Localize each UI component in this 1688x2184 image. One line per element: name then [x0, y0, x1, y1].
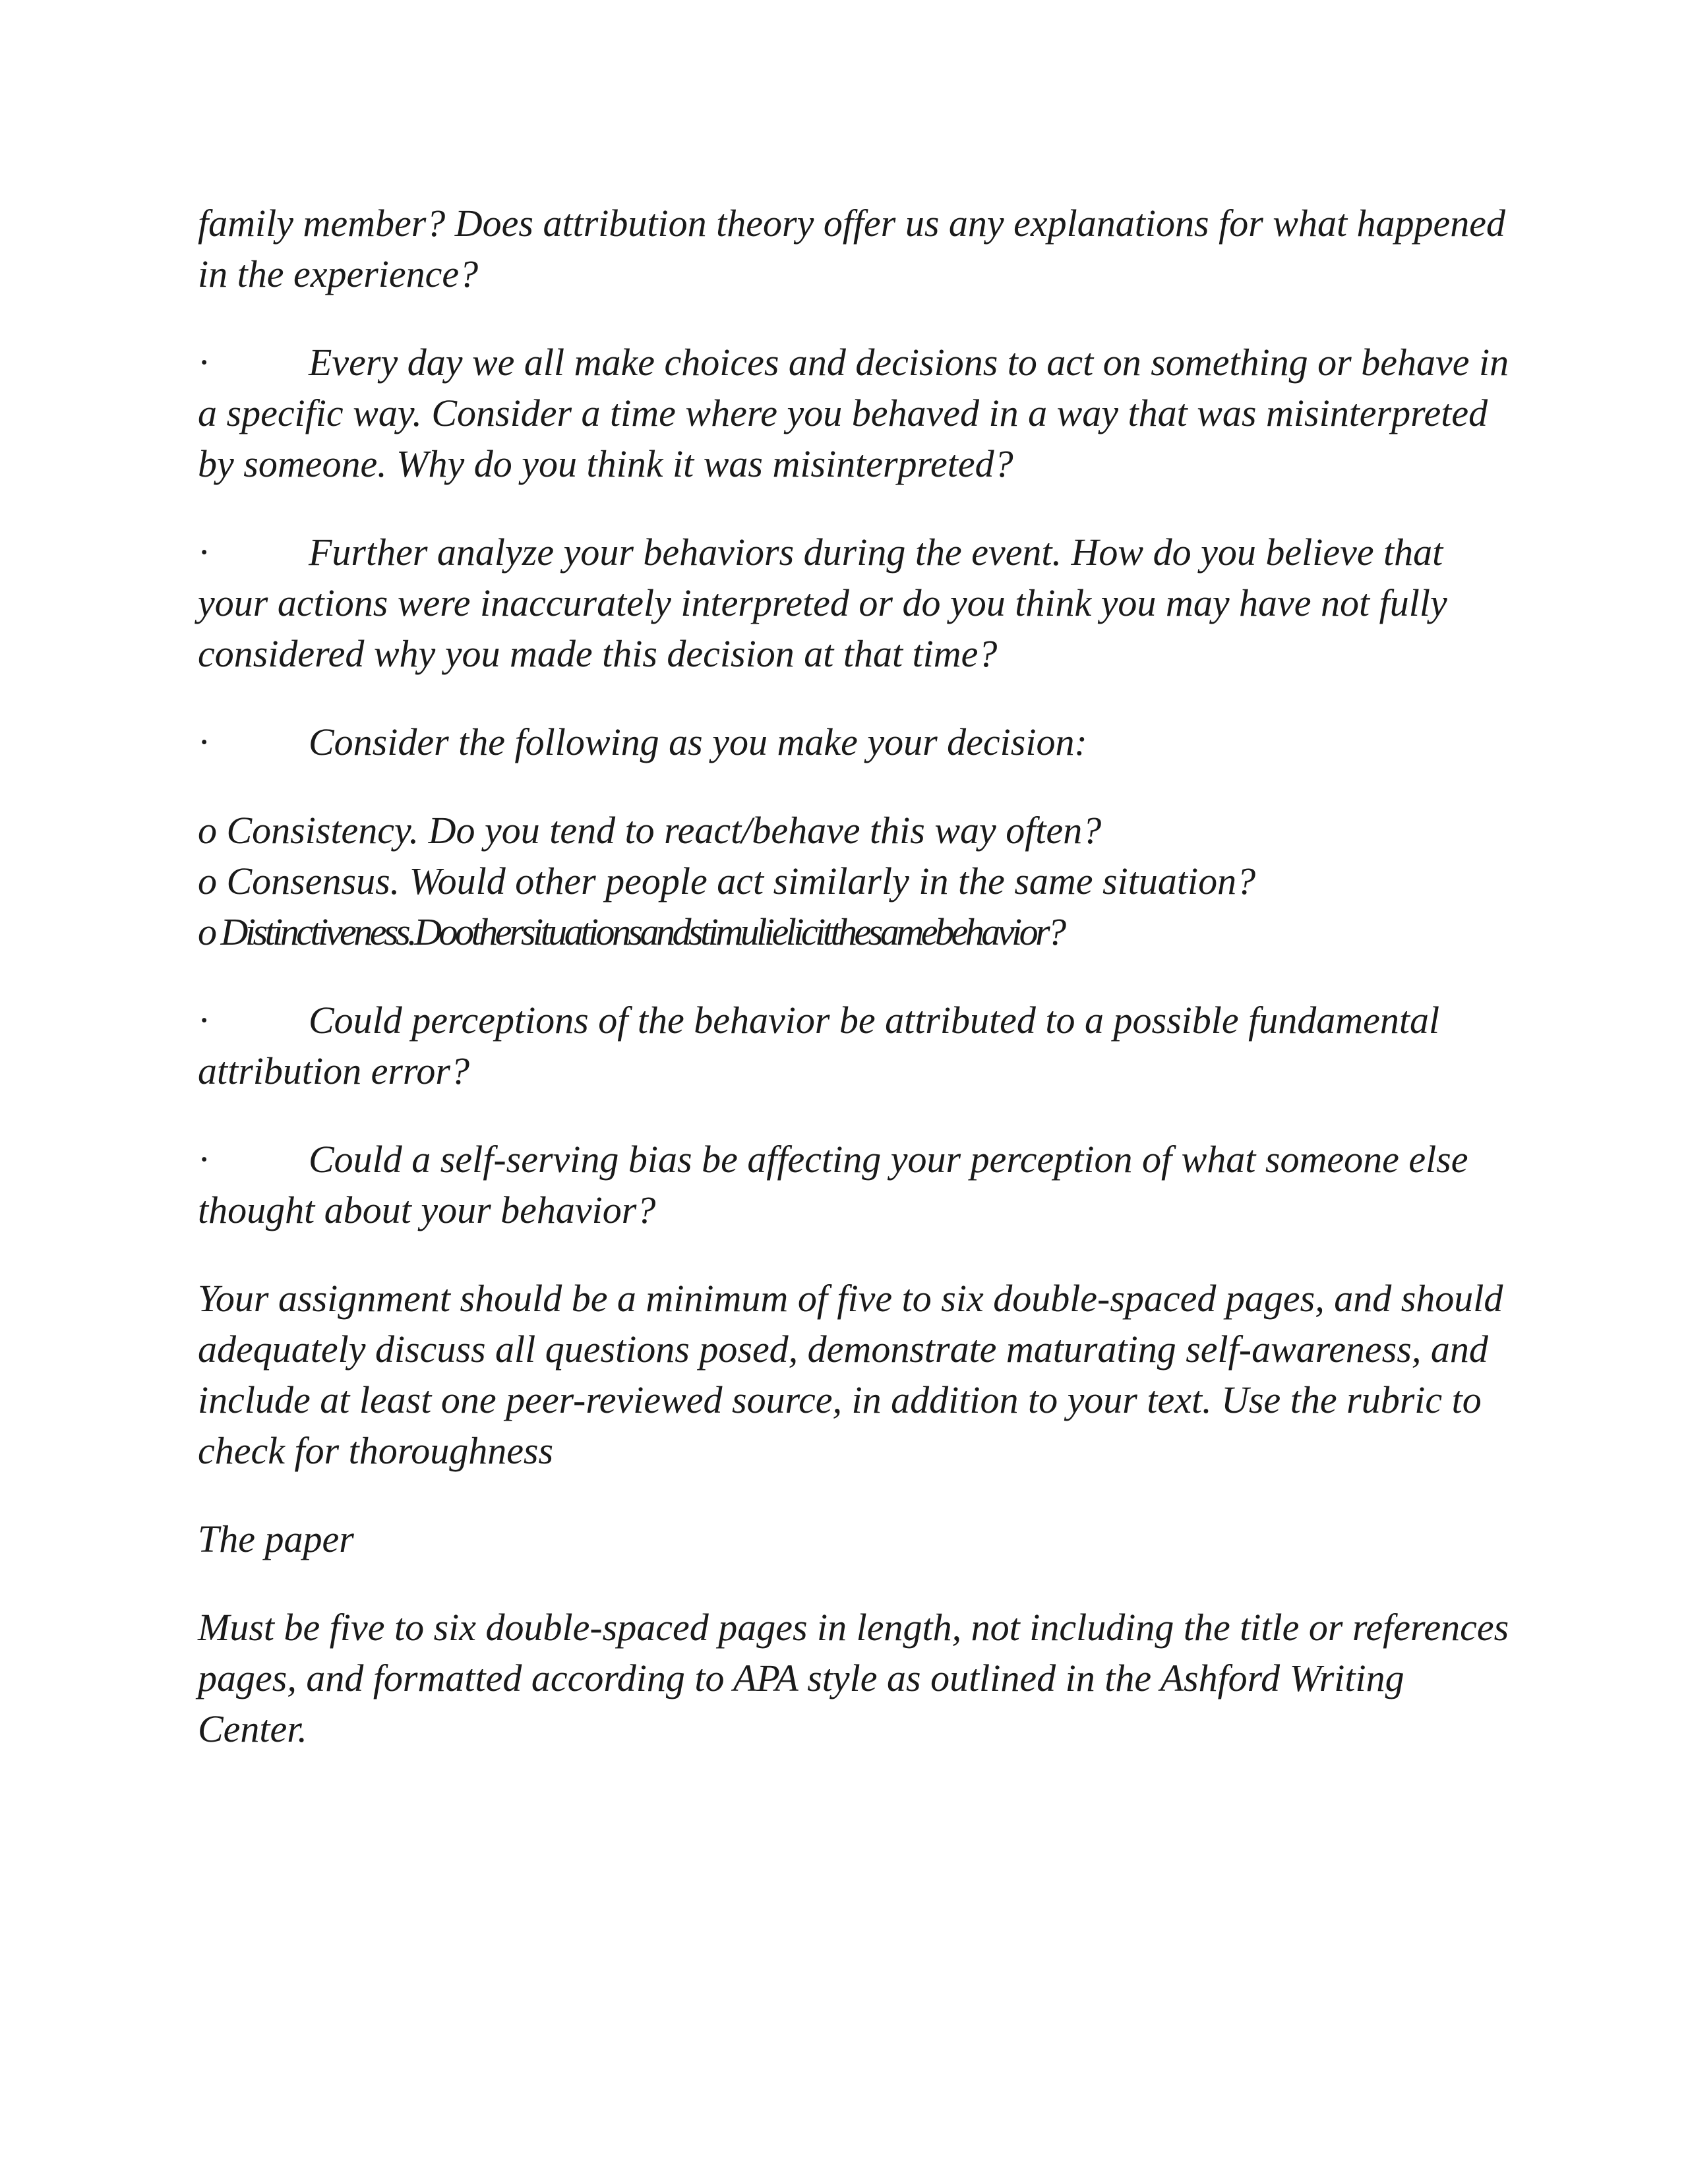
paper-heading: The paper — [198, 1518, 354, 1560]
bullet-marker: · — [198, 721, 211, 763]
bullet-marker: · — [198, 531, 211, 574]
sub-item-consistency: o Consistency. Do you tend to react/behave this way often? — [198, 809, 1102, 852]
bullet-fundamental-attribution-error — [198, 995, 1517, 1096]
assignment-requirements-paragraph: Your assignment should be a minimum of five to six double-spaced pages, and should adequately discuss all questions posed, demonstrate maturating self-awareness, and include at least one peer-reviewed source, in addition to your text. Use the rubric to check for thoroughness — [198, 1277, 1503, 1472]
bullet-misinterpreted-behavior — [198, 337, 1517, 489]
sub-item-distinctiveness: o Distinctiveness.Doothersituationsandstimulielicitthesamebehavior? — [198, 910, 1064, 953]
bullet-marker: · — [198, 999, 211, 1042]
bullet-text: Could perceptions of the behavior be attributed to a possible fundamental attribution error? — [198, 999, 1440, 1092]
bullet-analyze-behaviors — [198, 527, 1517, 679]
bullet-self-serving-bias — [198, 1134, 1517, 1235]
bullet-text: Could a self-serving bias be affecting your perception of what someone else thought about your behavior? — [198, 1138, 1468, 1231]
paper-requirements-paragraph: Must be five to six double-spaced pages in length, not including the title or references pages, and formatted according to APA style as outlined in the Ashford Writing Center. — [198, 1606, 1509, 1750]
intro-continuation-paragraph: family member? Does attribution theory offer us any explanations for what happened in the experience? — [198, 202, 1506, 295]
bullet-marker: · — [198, 1138, 211, 1181]
sub-item-consensus: o Consensus. Would other people act similarly in the same situation? — [198, 860, 1256, 902]
attribution-criteria-list — [198, 805, 1517, 957]
bullet-text: Further analyze your behaviors during the event. How do you believe that your actions were inaccurately interpreted or do you think you may have not fully considered why you made this decision at that time? — [198, 531, 1447, 675]
bullet-text: Consider the following as you make your decision: — [309, 721, 1087, 763]
document-body — [198, 198, 1517, 1792]
bullet-marker: · — [198, 341, 211, 384]
bullet-text: Every day we all make choices and decisions to act on something or behave in a specific way. Consider a time where you behaved in a way that was misinterpreted by someone. Why do you think it was misinterpreted? — [198, 341, 1509, 485]
bullet-consider-following — [198, 717, 1517, 767]
